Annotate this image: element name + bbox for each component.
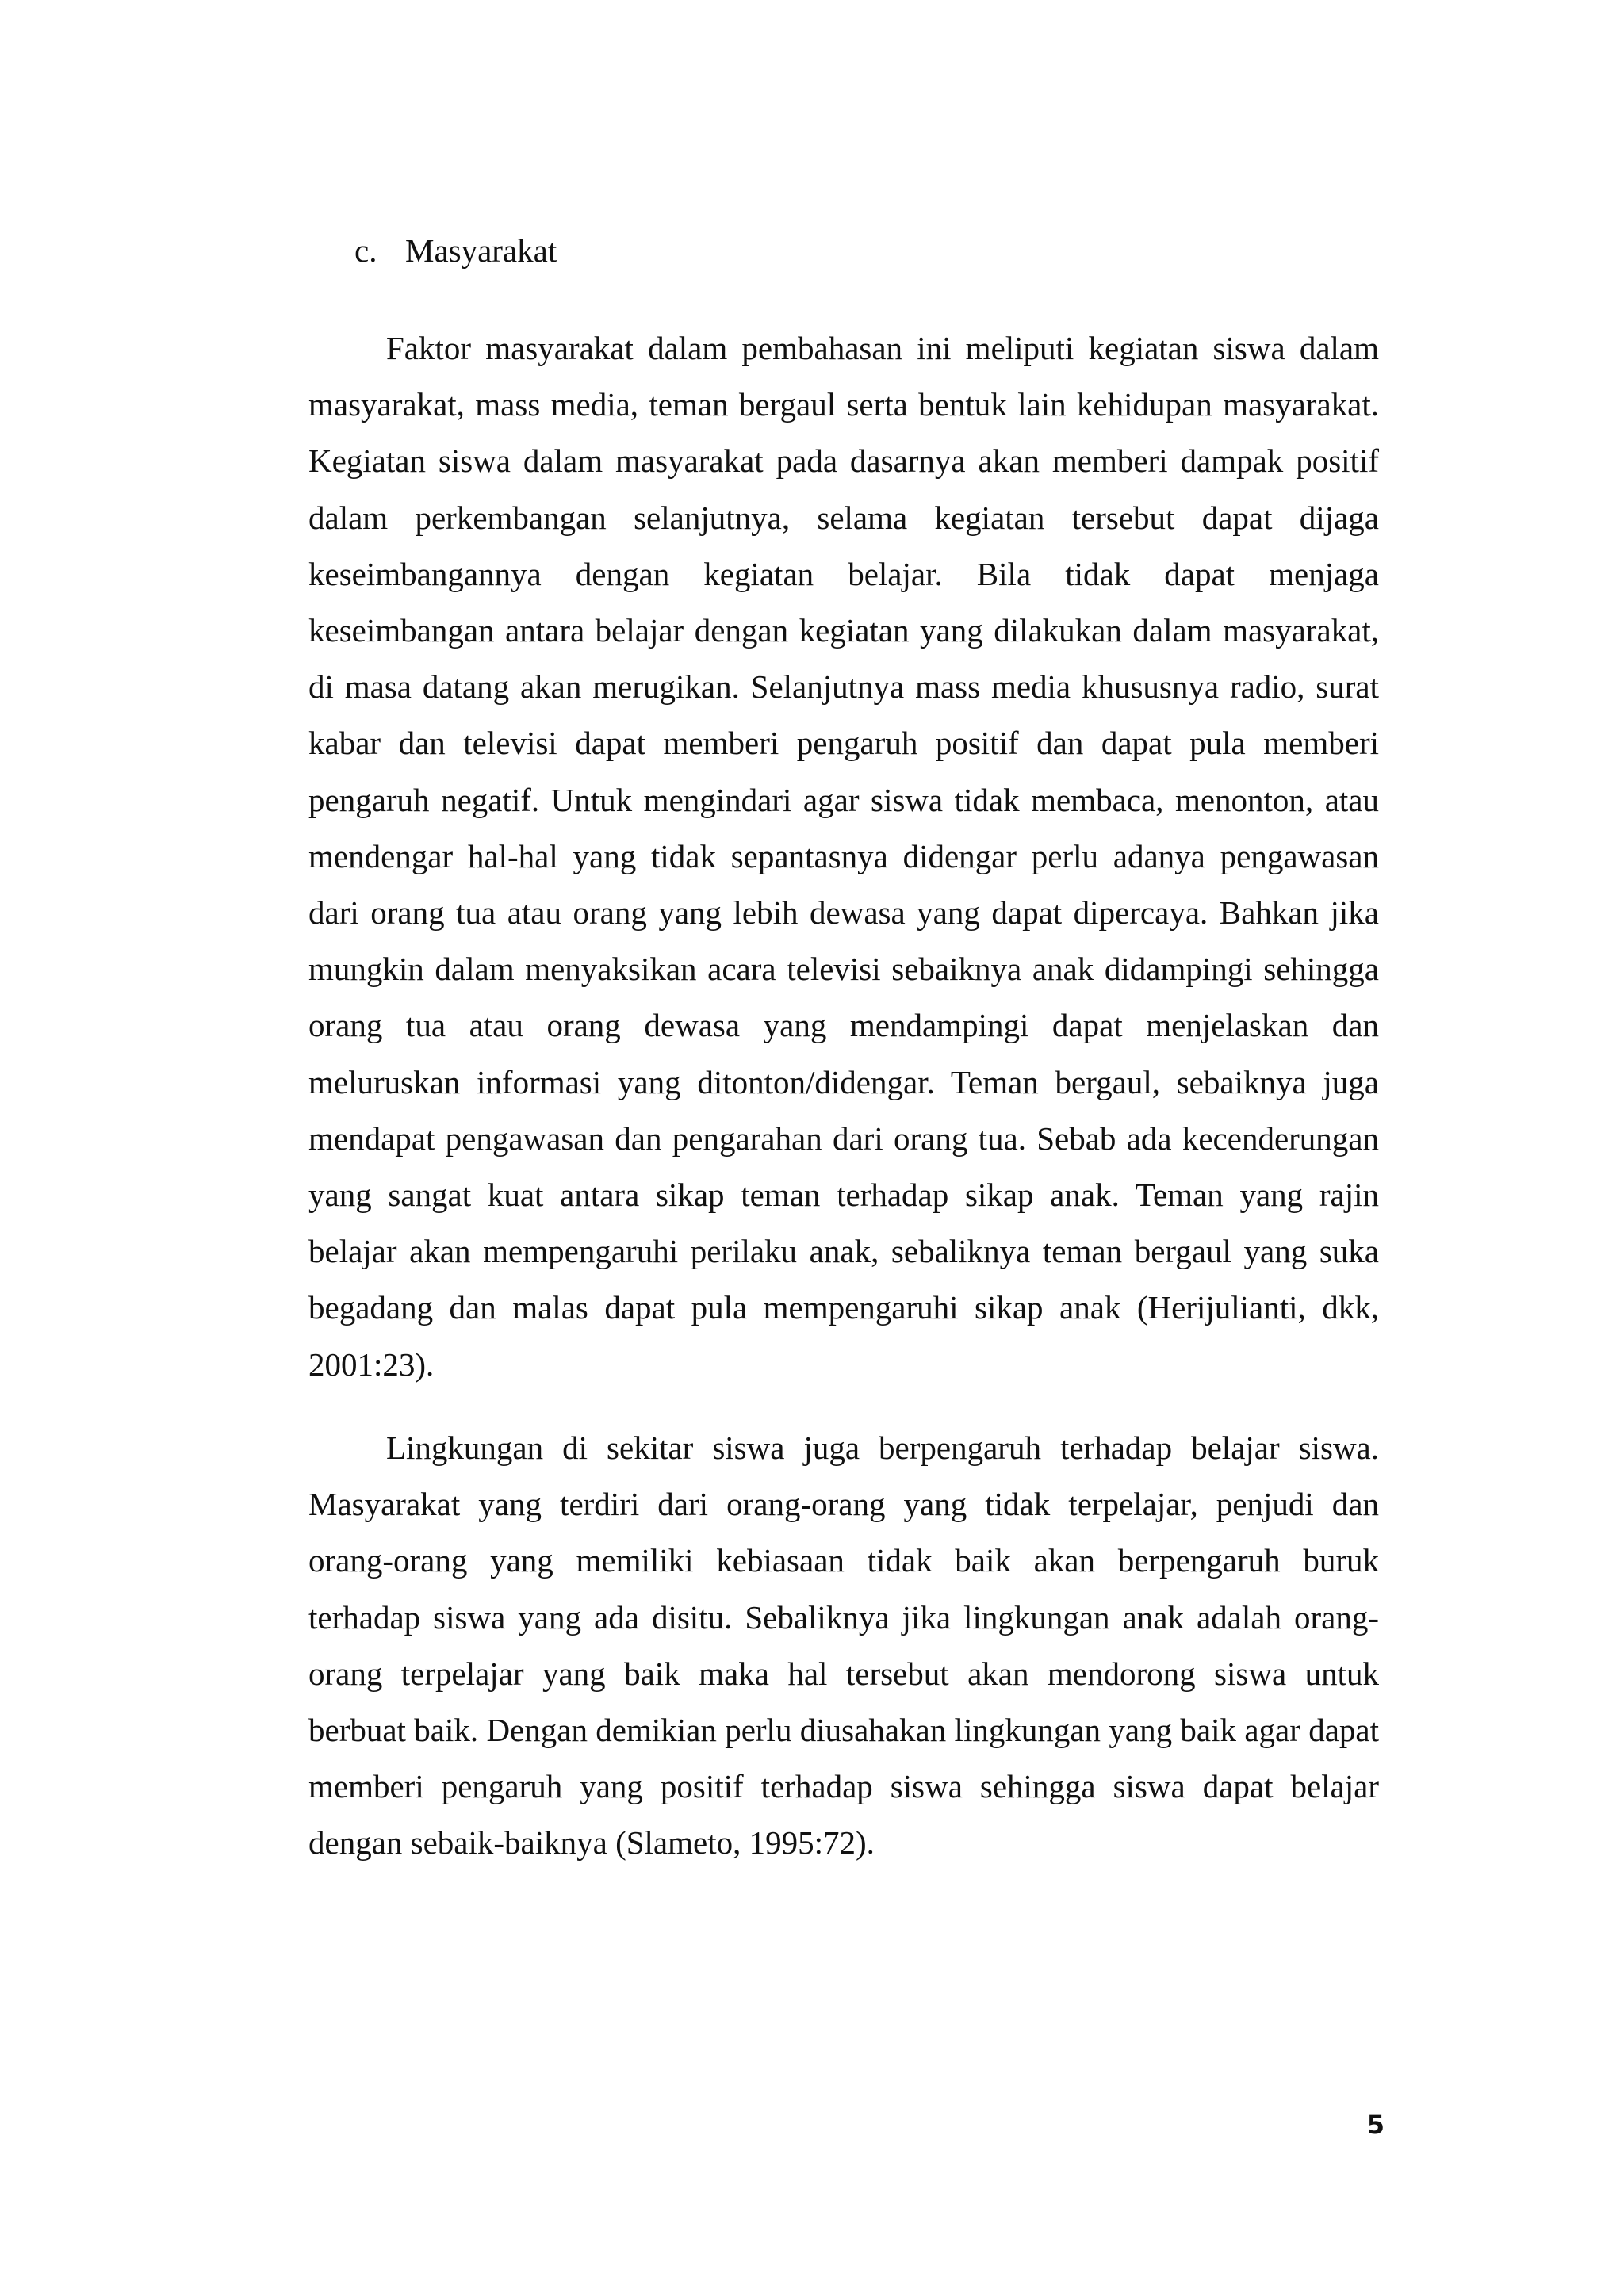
section-title: Masyarakat <box>405 232 557 269</box>
section-heading <box>354 227 557 274</box>
page-number: 5 <box>1366 2110 1385 2140</box>
body-paragraph: Faktor masyarakat dalam pembahasan ini meliputi kegiatan siswa dalam masyarakat, mass media, teman bergaul serta bentuk lain kehidupan masyarakat. Kegiatan siswa dalam masyarakat pada dasarnya akan memberi dampak positif dalam perkembangan selanjutnya, selama kegiatan tersebut dapat dijaga keseimbangannya dengan kegiatan belajar. Bila tidak dapat menjaga keseimbangan antara belajar dengan kegiatan yang dilakukan dalam masyarakat, di masa datang akan merugikan. Selanjutnya mass media khususnya radio, surat kabar dan televisi dapat memberi pengaruh positif dan dapat pula memberi pengaruh negatif. Untuk mengindari agar siswa tidak membaca, menonton, atau mendengar hal-hal yang tidak sepantasnya didengar perlu adanya pengawasan dari orang tua atau orang yang lebih dewasa yang dapat dipercaya. Bahkan jika mungkin dalam menyaksikan acara televisi sebaiknya anak didampingi sehingga orang tua atau orang dewasa yang mendampingi dapat menjelaskan dan meluruskan informasi yang ditonton/didengar. Teman bergaul, sebaiknya juga mendapat pengawasan dan pengarahan dari orang tua. Sebab ada kecenderungan yang sangat kuat antara sikap teman terhadap sikap anak. Teman yang rajin belajar akan mempengaruhi perilaku anak, sebaliknya teman bergaul yang suka begadang dan malas dapat pula mempengaruhi sikap anak (Herijulianti, dkk, 2001:23). <box>308 330 1379 1383</box>
section-marker: c. <box>354 232 377 269</box>
body-paragraph: Lingkungan di sekitar siswa juga berpengaruh terhadap belajar siswa. Masyarakat yang terdiri dari orang-orang yang tidak terpelajar, penjudi dan orang-orang yang memiliki kebiasaan tidak baik akan berpengaruh buruk terhadap siswa yang ada disitu. Sebaliknya jika lingkungan anak adalah orang-orang terpelajar yang baik maka hal tersebut akan mendorong siswa untuk berbuat baik. Dengan demikian perlu diusahakan lingkungan yang baik agar dapat memberi pengaruh yang positif terhadap siswa sehingga siswa dapat belajar dengan sebaik-baiknya (Slameto, 1995:72). <box>308 1429 1379 1862</box>
